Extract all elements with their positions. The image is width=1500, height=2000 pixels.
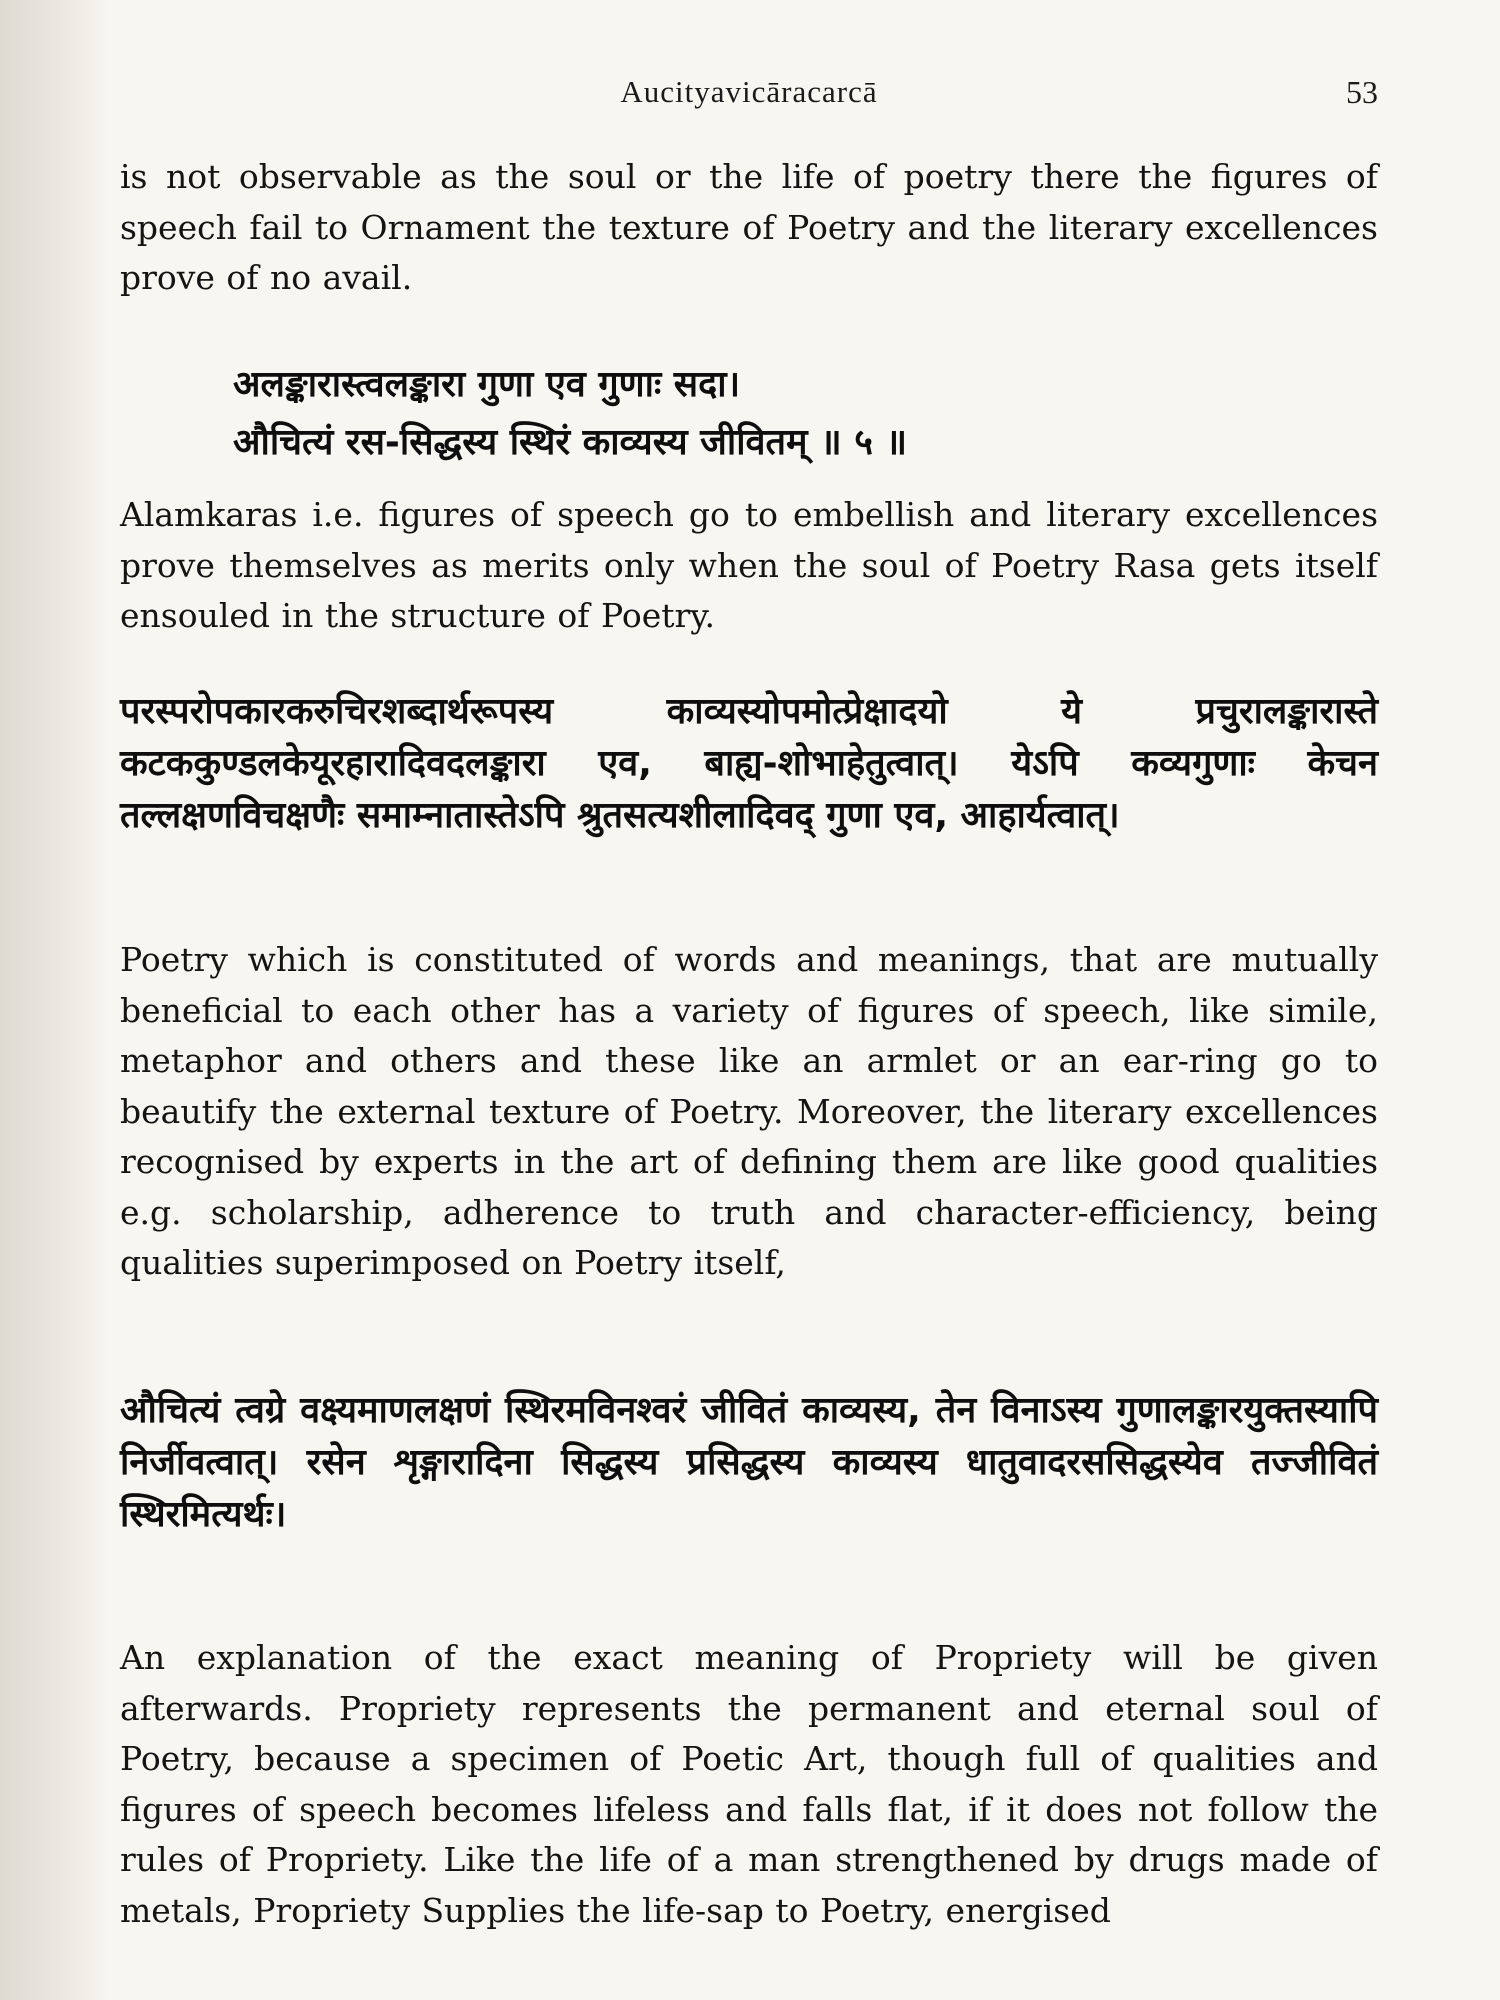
paragraph-english-4: An explanation of the exact meaning of Propriety will be given afterwards. Propriety represents the permanent and eternal soul of Poetry, because a specimen of Poetic Art, though full of qualities and figures of speech becomes lifeless and falls flat, if it does not follow the rules of Propriety. Like the life of a man strengthened by drugs made of metals, Propriety Supplies the life-sap to Poetry, energised — [120, 1638, 1378, 1930]
verse-line-2: औचित्यं रस-सिद्धस्य स्थिरं काव्यस्य जीवितम् ॥ ५ ॥ — [233, 422, 908, 463]
sanskrit-commentary-2: औचित्यं त्वग्रे वक्ष्यमाणलक्षणं स्थिरमविनश्वरं जीवितं काव्यस्य, तेन विनाऽस्य गुणालङ्कारयुक्तस्यापि निर्जीवत्वात्। रसेन शृङ्गारादिना सिद्धस्य प्रसिद्धस्य काव्यस्य धातुवादरससिद्धस्येव तज्जीवितं स्थिरमित्यर्थः। — [120, 1390, 1378, 1535]
paragraph-english-2: Alamkaras i.e. figures of speech go to embellish and literary excellences prove themselves as merits only when the soul of Poetry Rasa gets itself ensouled in the structure of Poetry. — [120, 495, 1378, 635]
sanskrit-verse — [233, 356, 1333, 472]
page-header — [120, 74, 1378, 118]
page-gutter-shadow — [0, 0, 110, 2000]
running-title: Aucityavicāracarcā — [620, 74, 878, 109]
sanskrit-commentary-1: परस्परोपकारकरुचिरशब्दार्थरूपस्य काव्यस्योपमोत्प्रेक्षादयो ये प्रचुरालङ्कारास्ते कटककुण्डलकेयूरहारादिवदलङ्कारा एव, बाह्य-शोभाहेतुत्वात्। येऽपि कव्यगुणाः केचन तल्लक्षणविचक्षणैः समाम्नातास्तेऽपि श्रुतसत्यशीलादिवद् गुणा एव, आहार्यत्वात्। — [120, 691, 1378, 836]
verse-line-1: अलङ्कारास्त्वलङ्कारा गुणा एव गुणाः सदा। — [233, 364, 741, 405]
paragraph-english-1: is not observable as the soul or the life of poetry there the figures of speech fail to Ornament the texture of Poetry and the literary excellences prove of no avail. — [120, 157, 1378, 297]
page-number: 53 — [1346, 74, 1378, 110]
paragraph-english-3: Poetry which is constituted of words and meanings, that are mutually beneficial to each other has a variety of figures of speech, like simile, metaphor and others and these like an armlet or an ear-ring go to beautify the external texture of Poetry. Moreover, the literary excellences recognised by experts in the art of defining them are like good qualities e.g. scholarship, adherence to truth and character-efficiency, being qualities superimposed on Poetry itself, — [120, 940, 1378, 1282]
